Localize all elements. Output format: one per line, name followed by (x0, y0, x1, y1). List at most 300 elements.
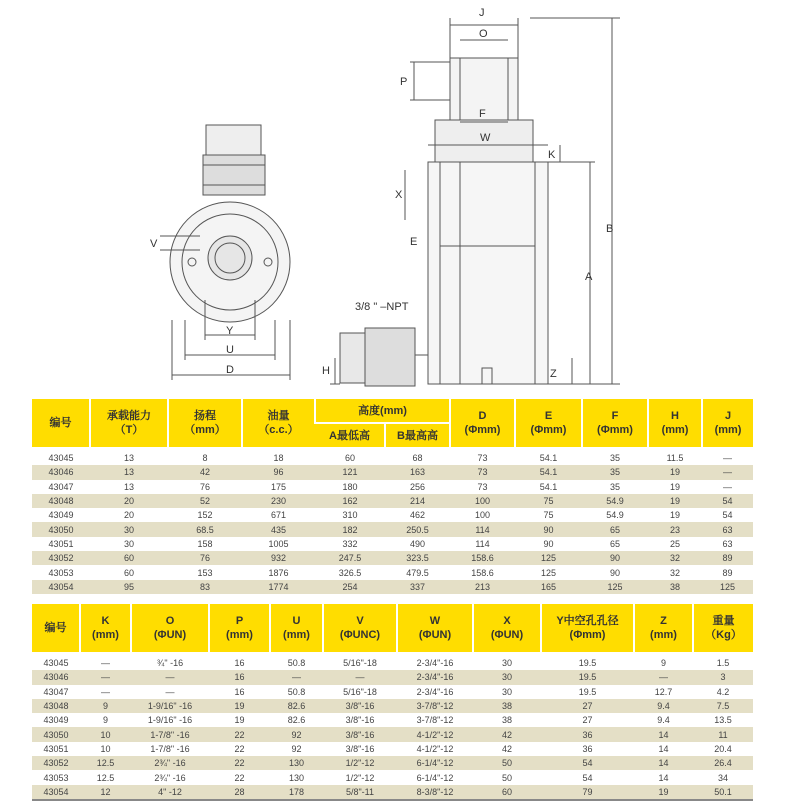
table-cell: 5/16"-18 (343, 658, 377, 669)
table-cell: 7.5 (693, 699, 753, 713)
col-header-title: W (429, 615, 441, 627)
table-cell: 337 (385, 580, 450, 594)
dim-label-u: U (226, 344, 234, 356)
table-cell: 16 (234, 658, 245, 669)
table-cell: 14 (634, 727, 693, 741)
table-cell: 1/2"-12 (323, 756, 397, 770)
table-cell: 153 (197, 567, 213, 578)
table-cell: 43053 (43, 772, 69, 783)
table-cell: 89 (702, 551, 753, 565)
table-cell: 54.1 (539, 453, 558, 464)
table-cell: 43052 (32, 551, 90, 565)
col-header-title: Z (660, 615, 667, 627)
table-cell: 9 (80, 699, 131, 713)
col-header-height: 高度(mm) (315, 399, 450, 423)
table-cell: 4-1/2"-12 (416, 743, 454, 754)
table-cell: 462 (409, 510, 426, 521)
table-cell: — (723, 481, 733, 492)
table-cell: 43047 (43, 686, 69, 697)
table-cell: 43050 (32, 727, 80, 741)
table-cell: 76 (199, 481, 210, 492)
table-cell: 5/16"-18 (343, 686, 377, 697)
table-cell: 1/2"-12 (345, 772, 375, 783)
table-cell: 19 (634, 785, 693, 800)
table-cell: 30 (501, 658, 512, 669)
table-row (32, 713, 753, 727)
table-cell: 125 (582, 580, 648, 594)
table-cell: 230 (242, 494, 315, 508)
table-cell: 95 (90, 580, 168, 594)
table-cell: 213 (450, 580, 515, 594)
table-cell: 479.5 (406, 567, 429, 578)
table-cell: 2-3/4"-16 (397, 670, 473, 684)
table-row (32, 670, 753, 684)
table-cell: 90 (610, 567, 621, 578)
table-row (32, 770, 753, 784)
table-cell: ¾" -16 (156, 658, 184, 669)
table-cell: 19.5 (578, 658, 597, 669)
table-cell: 1-7/8" -16 (150, 743, 190, 754)
table-cell: 3 (693, 670, 753, 684)
table-cell: 54.9 (606, 510, 624, 521)
table-cell: 3-7/8"-12 (397, 699, 473, 713)
cylinder-technical-drawing (0, 0, 790, 395)
table-cell: 27 (582, 715, 593, 726)
table-cell: 54.1 (515, 465, 582, 479)
table-cell: 90 (582, 551, 648, 565)
table-row (32, 447, 753, 465)
col-header-id: 编号 (32, 399, 90, 447)
table-cell: 43051 (43, 743, 69, 754)
table-row (32, 465, 753, 479)
table-cell: 12 (80, 785, 131, 800)
table-cell: 114 (475, 538, 490, 549)
spec-table-1 (32, 399, 753, 594)
table-cell: 65 (582, 522, 648, 536)
table-cell: 12.5 (80, 756, 131, 770)
dim-label-f: F (479, 108, 486, 120)
table-cell: 323.5 (385, 551, 450, 565)
table-cell: 36 (582, 743, 593, 754)
table-cell: 13.5 (714, 715, 732, 726)
table-cell: 3/8"-16 (345, 743, 375, 754)
table-cell: 932 (242, 551, 315, 565)
table-cell: — (101, 686, 110, 697)
table-cell: 9.4 (657, 715, 670, 726)
dim-label-d: D (226, 364, 234, 376)
table-cell: 12.7 (654, 686, 673, 697)
table-cell: 43046 (32, 465, 90, 479)
table-cell: 1-9/16" -16 (131, 699, 209, 713)
col-header-oil: 油量 （c.c.） (242, 399, 315, 447)
table-cell: 54.9 (582, 494, 648, 508)
table-cell: 50.1 (693, 785, 753, 800)
table-cell: 65 (610, 538, 621, 549)
table-cell: 163 (385, 465, 450, 479)
side-view (330, 18, 620, 386)
table-cell: 83 (168, 580, 242, 594)
table-cell: 42 (473, 727, 541, 741)
table-cell: 12.5 (96, 772, 115, 783)
top-view (160, 125, 290, 380)
table-cell: 63 (702, 522, 753, 536)
table-cell: 43049 (48, 510, 74, 521)
table-cell: 43051 (48, 538, 74, 549)
col-header-h: H (mm) (648, 399, 702, 447)
table-cell: 90 (543, 538, 554, 549)
table-cell: 54 (722, 510, 733, 521)
table-cell: 60 (473, 785, 541, 800)
col-header (209, 604, 270, 652)
col-header-title: P (235, 615, 244, 627)
table-cell: 68 (412, 453, 423, 464)
table-cell: 50.8 (287, 686, 306, 697)
table-cell: 3/8"-16 (345, 715, 375, 726)
table-cell: 19 (648, 494, 702, 508)
table-cell: 43050 (32, 522, 90, 536)
table-cell: 43053 (48, 567, 74, 578)
table-cell: 1876 (268, 567, 289, 578)
table-cell: 35 (610, 453, 621, 464)
table-cell: — (723, 453, 733, 464)
table-cell: 326.5 (338, 567, 362, 578)
table-cell: 9 (660, 658, 666, 669)
table-cell: 6-1/4"-12 (397, 756, 473, 770)
table-cell: 73 (477, 453, 488, 464)
table-cell: 60 (344, 453, 355, 464)
table-cell: 92 (291, 743, 302, 754)
col-header-title: Y中空孔孔径 (556, 615, 619, 627)
dim-label-b: B (606, 223, 614, 235)
table-row (32, 537, 753, 551)
table-cell: 158.6 (450, 551, 515, 565)
table-cell: — (634, 670, 693, 684)
col-header-unit: (mm) (650, 629, 677, 641)
table-row (32, 551, 753, 565)
col-header-j: J (mm) (702, 399, 753, 447)
table-cell: 43045 (48, 453, 74, 464)
table-cell: 125 (541, 567, 557, 578)
table-row (32, 652, 753, 670)
table-cell: 38 (501, 715, 512, 726)
col-header (693, 604, 753, 652)
col-header-capacity: 承载能力 （T） (90, 399, 168, 447)
table-cell: 20 (90, 494, 168, 508)
col-header-unit: (mm) (92, 629, 119, 641)
table-cell: 42 (168, 465, 242, 479)
table-cell: 20.4 (714, 743, 732, 754)
table-cell: 43054 (32, 785, 80, 800)
table-cell: 32 (648, 551, 702, 565)
dim-label-h: H (322, 365, 330, 377)
table-cell: 38 (473, 699, 541, 713)
table-cell: 89 (722, 567, 733, 578)
dim-label-e: E (410, 236, 418, 248)
table-cell: 14 (658, 772, 669, 783)
table-cell: 8 (202, 453, 208, 464)
table-cell: 175 (270, 481, 287, 492)
table-cell: 3/8"-16 (323, 727, 397, 741)
col-header-unit: （Kg） (705, 629, 742, 641)
col-header (270, 604, 323, 652)
col-header (473, 604, 541, 652)
table-cell: 100 (475, 510, 491, 521)
dim-label-a: A (585, 271, 593, 283)
table-cell: 20 (123, 510, 134, 521)
col-header-title: 重量 (712, 615, 735, 627)
table-cell: 2-3/4"-16 (416, 658, 454, 669)
dim-label-w: W (480, 132, 491, 144)
table-cell: 10 (80, 727, 131, 741)
table-cell: 18 (273, 453, 284, 464)
table-cell: 76 (168, 551, 242, 565)
col-header-title: 编号 (44, 622, 67, 634)
table-cell: — (270, 670, 323, 684)
table-cell: 19 (234, 715, 245, 726)
table-cell: 54.1 (539, 481, 558, 492)
table-row (32, 522, 753, 536)
table-cell: 75 (543, 510, 554, 521)
table-cell: 3-7/8"-12 (416, 715, 454, 726)
table-cell: 19 (648, 465, 702, 479)
table-cell: 43054 (32, 580, 90, 594)
table-cell: — (165, 686, 175, 697)
col-header (634, 604, 693, 652)
table-cell: 152 (197, 510, 213, 521)
table-cell: 165 (515, 580, 582, 594)
table-cell: 54 (582, 772, 593, 783)
col-header (131, 604, 209, 652)
table-cell: 11 (693, 727, 753, 741)
table-cell: 52 (168, 494, 242, 508)
col-header (541, 604, 634, 652)
dim-label-npt: 3/8 " –NPT (355, 301, 409, 313)
table-cell: 16 (209, 670, 270, 684)
table-cell: 43049 (43, 715, 69, 726)
col-header-d: D (Φmm) (450, 399, 515, 447)
table-cell: 10 (100, 743, 111, 754)
col-header (323, 604, 397, 652)
table-cell: 19 (209, 699, 270, 713)
table-cell: 32 (670, 567, 681, 578)
table-cell: 180 (342, 481, 358, 492)
col-header-unit: (Φmm) (569, 629, 606, 641)
table-cell: 1774 (242, 580, 315, 594)
table-row (32, 565, 753, 579)
table-cell: 50 (473, 756, 541, 770)
table-cell: 82.6 (270, 699, 323, 713)
table-cell: 5/8"-11 (323, 785, 397, 800)
table-cell: 100 (450, 494, 515, 508)
col-header-unit: (ΦUN) (490, 629, 524, 641)
col-header-a-min: A最低高 (315, 423, 385, 447)
table-cell: 11.5 (666, 453, 684, 464)
col-header (397, 604, 473, 652)
table-cell: 2¾" -16 (131, 756, 209, 770)
table-cell: 28 (209, 785, 270, 800)
table-cell: 125 (702, 580, 753, 594)
table-cell: 19.5 (541, 670, 634, 684)
table-cell: 50 (501, 772, 512, 783)
table-cell: 256 (409, 481, 426, 492)
table-cell: 50.8 (287, 658, 306, 669)
table-cell: 23 (648, 522, 702, 536)
table-cell: 250.5 (385, 522, 450, 536)
table-cell: 14 (634, 756, 693, 770)
table-cell: 158.6 (471, 567, 494, 578)
table-cell: 4.2 (716, 686, 730, 697)
table-cell: 13 (123, 453, 134, 464)
table-cell: — (131, 670, 209, 684)
col-header-unit: (ΦUN) (153, 629, 187, 641)
table-cell: 1-7/8" -16 (131, 727, 209, 741)
table-cell: 254 (315, 580, 385, 594)
spec-table-2 (32, 604, 753, 801)
table-cell: 162 (315, 494, 385, 508)
table-cell: 43048 (32, 494, 90, 508)
col-header-unit: (mm) (226, 629, 253, 641)
table-cell: 30 (501, 686, 512, 697)
table-cell: 130 (270, 756, 323, 770)
table-cell: 42 (501, 743, 512, 754)
table-cell: 30 (473, 670, 541, 684)
table-cell: 30 (123, 538, 134, 549)
table-row (32, 508, 753, 522)
col-header-e: E (Φmm) (515, 399, 582, 447)
table-cell: 73 (477, 481, 488, 492)
dim-label-v: V (150, 238, 158, 250)
table-cell: 79 (541, 785, 634, 800)
table-row (32, 580, 753, 594)
table-cell: 54 (702, 494, 753, 508)
table-row (32, 685, 753, 699)
table-row (32, 699, 753, 713)
table-cell: 96 (242, 465, 315, 479)
table-cell: 9 (102, 715, 108, 726)
table-cell: 310 (342, 510, 358, 521)
table-cell: 82.6 (287, 715, 306, 726)
col-header-b-max: B最高高 (385, 423, 450, 447)
table-row (32, 480, 753, 494)
col-header (32, 604, 80, 652)
table-cell: 92 (270, 727, 323, 741)
table-cell: 1.5 (716, 658, 730, 669)
table-cell: — (702, 465, 753, 479)
table-cell: 27 (541, 699, 634, 713)
table-cell: 34 (717, 772, 728, 783)
col-header-title: V (356, 615, 364, 627)
dim-label-o: O (479, 28, 488, 40)
table-cell: — (101, 658, 110, 669)
table-cell: 22 (234, 743, 245, 754)
table-cell: 1005 (268, 538, 289, 549)
table-cell: 130 (288, 772, 305, 783)
table-cell: 3/8"-16 (323, 699, 397, 713)
table-cell: 158 (197, 538, 213, 549)
table-cell: 214 (385, 494, 450, 508)
table-cell: 54 (541, 756, 634, 770)
table-cell: 35 (582, 465, 648, 479)
table-row (32, 785, 753, 800)
table-cell: 332 (342, 538, 358, 549)
table-cell: 125 (515, 551, 582, 565)
table-cell: 1-9/16" -16 (147, 715, 193, 726)
table-cell: — (323, 670, 397, 684)
table-row (32, 742, 753, 756)
table-cell: 182 (315, 522, 385, 536)
table-cell: 35 (610, 481, 621, 492)
table-cell: 22 (234, 772, 245, 783)
table-cell: 8-3/8"-12 (397, 785, 473, 800)
col-header-title: U (292, 615, 301, 627)
table-cell: 63 (722, 538, 733, 549)
table-cell: 6-1/4"-12 (416, 772, 454, 783)
table-cell: 25 (670, 538, 681, 549)
table-cell: 22 (209, 727, 270, 741)
table-cell: 38 (648, 580, 702, 594)
dim-label-x: X (395, 189, 403, 201)
table-cell: 90 (515, 522, 582, 536)
col-header-unit: (ΦUN) (418, 629, 452, 641)
table-cell: 9.4 (634, 699, 693, 713)
table-cell: 75 (515, 494, 582, 508)
dim-label-k: K (548, 149, 556, 161)
col-header-title: X (503, 615, 511, 627)
table-cell: 13 (123, 481, 134, 492)
table-cell: 73 (450, 465, 515, 479)
table-cell: 68.5 (168, 522, 242, 536)
table-cell: 60 (90, 551, 168, 565)
table-row (32, 727, 753, 741)
table-cell: 43052 (32, 756, 80, 770)
table-cell: 4-1/2"-12 (397, 727, 473, 741)
col-header-f: F (Φmm) (582, 399, 648, 447)
table-cell: 43047 (48, 481, 74, 492)
table-cell: 30 (90, 522, 168, 536)
table-cell: 13 (90, 465, 168, 479)
table-cell: 19 (670, 510, 681, 521)
table-cell: 490 (409, 538, 426, 549)
table-cell: 36 (541, 727, 634, 741)
table-cell: 43045 (43, 658, 69, 669)
table-cell: 43048 (32, 699, 80, 713)
table-cell: 4" -12 (131, 785, 209, 800)
col-header (80, 604, 131, 652)
table-cell: 2¾" -16 (154, 772, 186, 783)
table-cell: 247.5 (315, 551, 385, 565)
dim-label-j: J (479, 7, 485, 19)
table-cell: 178 (270, 785, 323, 800)
col-header-stroke: 扬程 （mm） (168, 399, 242, 447)
dim-label-y: Y (226, 325, 234, 337)
table-cell: 14 (658, 743, 669, 754)
table-cell: 43046 (32, 670, 80, 684)
table-cell: 2-3/4"-16 (416, 686, 454, 697)
col-header-title: O (165, 615, 175, 627)
table-cell: — (80, 670, 131, 684)
table-cell: 60 (123, 567, 134, 578)
table-cell: 671 (270, 510, 287, 521)
table-cell: 26.4 (693, 756, 753, 770)
table-cell: 19.5 (578, 686, 597, 697)
table-row (32, 756, 753, 770)
table-row (32, 494, 753, 508)
dim-label-z: Z (550, 368, 557, 380)
dim-label-p: P (400, 76, 408, 88)
col-header-title: K (101, 615, 110, 627)
table-cell: 22 (209, 756, 270, 770)
col-header-unit: (mm) (283, 629, 310, 641)
